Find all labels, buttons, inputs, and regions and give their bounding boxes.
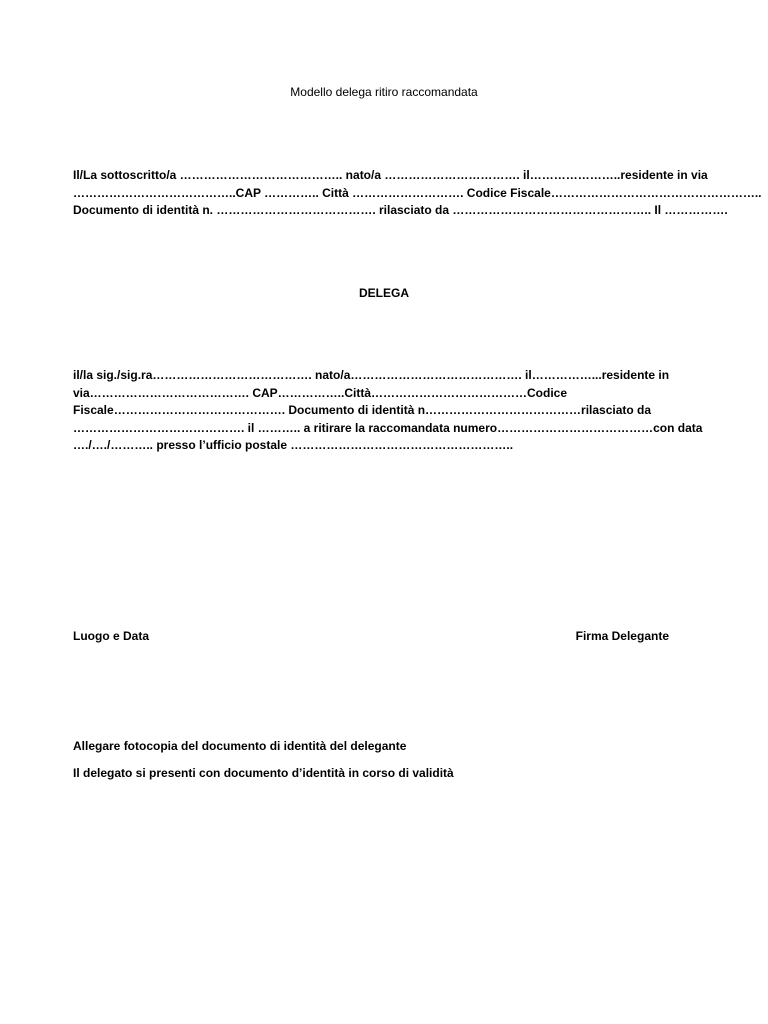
place-date-label: Luogo e Data: [73, 629, 150, 643]
delegator-line-3: Documento di identità n. …………………………………. rilasciato da ………………………………………….. Il …………….: [73, 203, 728, 217]
delegator-signature-label: Firma Delegante: [575, 629, 669, 643]
document-title: Modello delega ritiro raccomandata: [290, 85, 478, 99]
delegate-line-5: …./…./……….. presso l’ufficio postale ………………………………………………..: [73, 438, 514, 452]
delegator-paragraph: [73, 167, 762, 220]
delegate-line-1: il/la sig./sig.ra…………………………………. nato/a……………………………………. il……………...residente in: [73, 368, 670, 382]
delegator-line-2: …………………………………..CAP ………….. Città ………………………. Codice Fiscale……………………………………………..: [73, 185, 762, 200]
delegate-line-2: via…………………………………. CAP……………..Città…………………………………Codice: [73, 385, 568, 400]
delega-heading: DELEGA: [358, 286, 409, 300]
delegate-line-3: Fiscale……………………………………. Documento di identità n…………………………………rilasciato da: [73, 403, 652, 417]
delegate-line-4: ……………………………………. il ……….. a ritirare la raccomandata numero…………………………………con data: [73, 420, 703, 435]
delegate-paragraph: [73, 367, 703, 455]
attachment-note: Allegare fotocopia del documento di identità del delegante: [73, 739, 407, 753]
id-validity-note: Il delegato si presenti con documento d’identità in corso di validità: [73, 766, 454, 780]
delegator-line-1: Il/La sottoscritto/a ………………………………….. nato/a ……………………………. il…………………..residente in via: [73, 168, 708, 182]
